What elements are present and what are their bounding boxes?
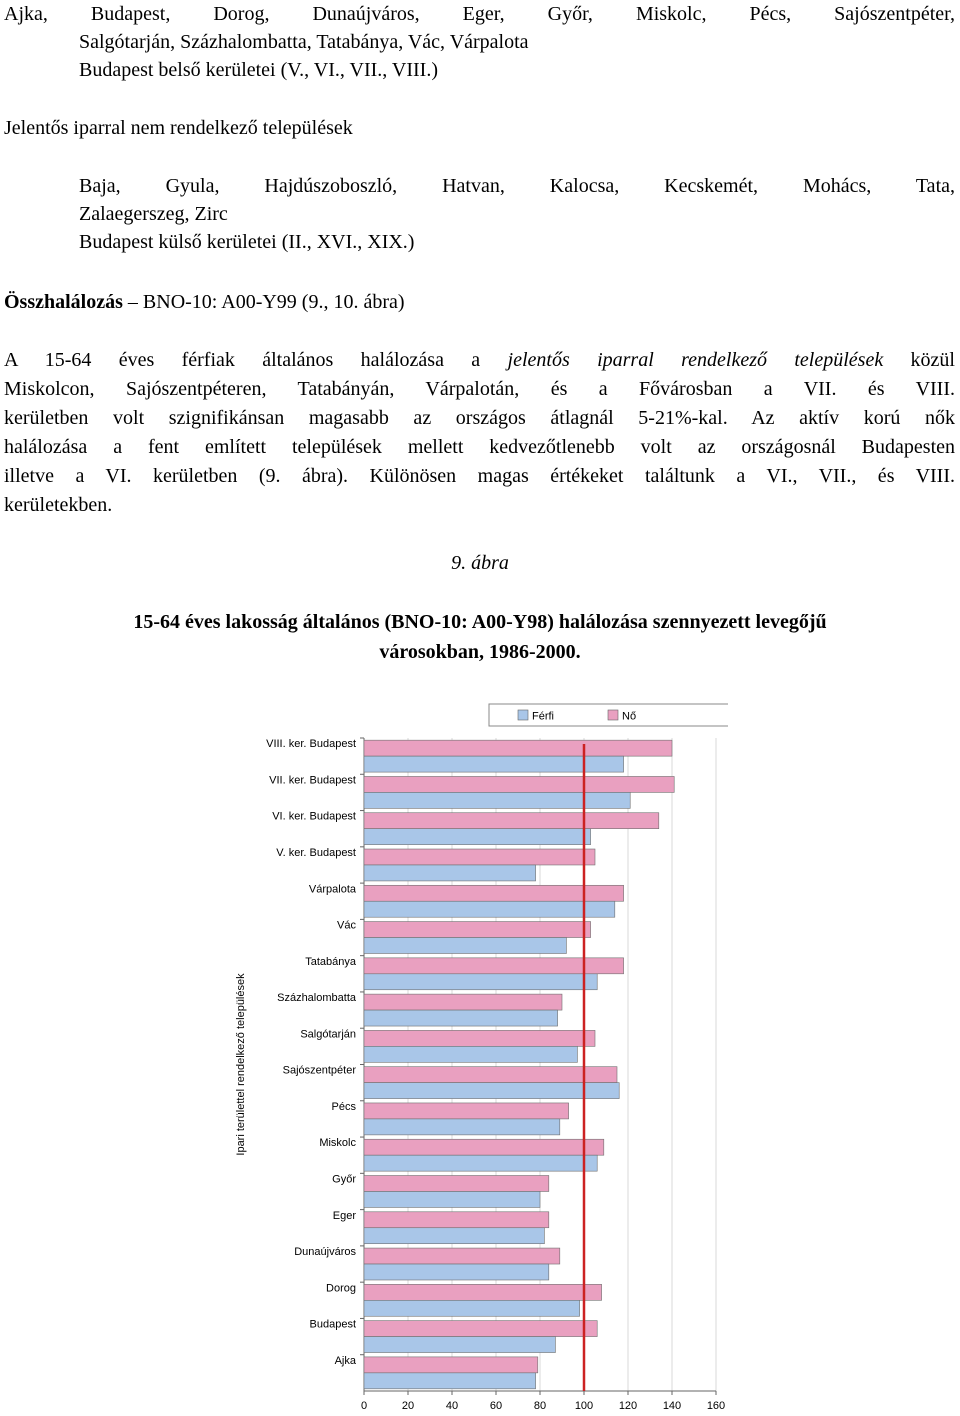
category-label-2: VI. ker. Budapest [272, 810, 356, 823]
non-industrial-line-2: Zalaegerszeg, Zirc [79, 203, 228, 225]
x-tick-label-7: 140 [662, 1400, 682, 1412]
bar-nő-11 [364, 1139, 604, 1155]
legend-label-0: Férfi [532, 710, 554, 723]
bar-nő-1 [364, 776, 674, 792]
paragraph-l1-c: közül [883, 349, 955, 371]
bar-férfi-17 [364, 1373, 536, 1389]
bar-férfi-11 [364, 1155, 597, 1171]
bar-férfi-16 [364, 1337, 555, 1353]
bar-nő-9 [364, 1067, 617, 1083]
paragraph-l1-a: A 15-64 éves férfiak általános halálozása a [4, 349, 508, 371]
category-label-7: Százhalombatta [277, 992, 356, 1005]
category-label-17: Ajka [334, 1354, 356, 1367]
x-tick-label-5: 100 [574, 1400, 594, 1412]
bar-férfi-12 [364, 1191, 540, 1207]
intro-line-1: Ajka, Budapest, Dorog, Dunaújváros, Eger, Győr, Miskolc, Pécs, Sajószentpéter, [4, 3, 955, 25]
bar-nő-15 [364, 1284, 602, 1300]
bar-férfi-3 [364, 865, 536, 881]
category-label-13: Eger [332, 1209, 356, 1222]
bar-nő-5 [364, 922, 591, 938]
intro-line-2: Salgótarján, Százhalombatta, Tatabánya, Vác, Várpalota [79, 31, 529, 53]
paragraph-line-6: kerületekben. [4, 494, 113, 516]
bar-férfi-14 [364, 1264, 549, 1280]
figure-number: 9. ábra [451, 552, 509, 574]
paragraph-line-4: halálozása a fent említett települések mellett kedvezőtlenebb volt az országosnál Budapesten [4, 436, 955, 458]
category-label-10: Pécs [331, 1100, 356, 1113]
category-label-4: Várpalota [308, 883, 356, 896]
category-label-9: Sajószentpéter [282, 1064, 356, 1077]
mortality-heading-rest: – BNO-10: A00-Y99 (9., 10. ábra) [122, 291, 405, 313]
bar-nő-8 [364, 1030, 595, 1046]
bar-férfi-13 [364, 1228, 544, 1244]
bar-nő-17 [364, 1357, 538, 1373]
category-label-11: Miskolc [319, 1137, 356, 1150]
category-label-5: Vác [337, 919, 356, 932]
category-label-0: VIII. ker. Budapest [266, 738, 356, 751]
bar-férfi-1 [364, 792, 630, 808]
non-industrial-line-1: Baja, Gyula, Hajdúszoboszló, Hatvan, Kalocsa, Kecskemét, Mohács, Tata, [79, 175, 955, 197]
bar-férfi-2 [364, 829, 591, 845]
paragraph-line-3: kerületben volt szignifikánsan magasabb az országos átlagnál 5-21%-kal. Az aktív korú nők [4, 407, 955, 429]
bar-férfi-10 [364, 1119, 560, 1135]
x-tick-label-4: 80 [533, 1400, 547, 1412]
paragraph-l1-italic: jelentős iparral rendelkező települések [507, 349, 884, 371]
y-axis-title: Ipari területtel rendelkező települések [235, 973, 247, 1156]
x-tick-label-0: 0 [360, 1400, 368, 1412]
bar-férfi-9 [364, 1083, 619, 1099]
bar-nő-10 [364, 1103, 569, 1119]
legend-swatch-0 [518, 710, 528, 720]
x-tick-label-8: 160 [706, 1400, 726, 1412]
bar-nő-2 [364, 813, 659, 829]
bar-férfi-8 [364, 1046, 577, 1062]
bar-férfi-5 [364, 938, 566, 954]
bar-nő-0 [364, 740, 672, 756]
bar-férfi-4 [364, 901, 615, 917]
intro-line-3: Budapest belső kerületei (V., VI., VII., VIII.) [79, 59, 439, 81]
bar-férfi-7 [364, 1010, 558, 1026]
non-industrial-line-3: Budapest külső kerületei (II., XVI., XIX.) [79, 231, 415, 253]
bar-férfi-6 [364, 974, 597, 990]
paragraph-line-1 [4, 348, 955, 372]
category-label-1: VII. ker. Budapest [269, 774, 356, 787]
category-label-6: Tatabánya [305, 955, 356, 968]
mortality-heading-bold: Összhalálozás [4, 291, 123, 313]
x-tick-label-3: 60 [489, 1400, 503, 1412]
heading-non-industrial: Jelentős iparral nem rendelkező települések [4, 117, 353, 139]
bar-chart [228, 700, 728, 1416]
bar-nő-14 [364, 1248, 560, 1264]
legend-swatch-1 [608, 710, 618, 720]
legend-label-1: Nő [622, 710, 637, 723]
category-label-3: V. ker. Budapest [276, 846, 356, 859]
category-label-14: Dunaújváros [294, 1246, 356, 1259]
figure-title-line-2: városokban, 1986-2000. [379, 641, 581, 663]
paragraph-line-5: illetve a VI. kerületben (9. ábra). Különösen magas értékeket találtunk a VI., VII., és VIII. [4, 465, 955, 487]
bar-nő-12 [364, 1176, 549, 1192]
category-label-8: Salgótarján [300, 1028, 356, 1041]
mortality-heading [4, 290, 405, 314]
x-tick-label-6: 120 [618, 1400, 638, 1412]
bar-férfi-15 [364, 1300, 580, 1316]
bar-nő-3 [364, 849, 595, 865]
x-tick-label-2: 40 [445, 1400, 459, 1412]
paragraph-line-2: Miskolcon, Sajószentpéteren, Tatabányán, Várpalotán, és a Fővárosban a VII. és VIII. [4, 378, 955, 400]
x-tick-label-1: 20 [401, 1400, 415, 1412]
bar-nő-16 [364, 1321, 597, 1337]
category-label-15: Dorog [326, 1282, 356, 1295]
bar-nő-13 [364, 1212, 549, 1228]
bar-nő-7 [364, 994, 562, 1010]
category-label-12: Győr [332, 1173, 356, 1186]
category-label-16: Budapest [309, 1318, 356, 1331]
figure-title-line-1: 15-64 éves lakosság általános (BNO-10: A00-Y98) halálozása szennyezett levegőjű [133, 611, 827, 633]
